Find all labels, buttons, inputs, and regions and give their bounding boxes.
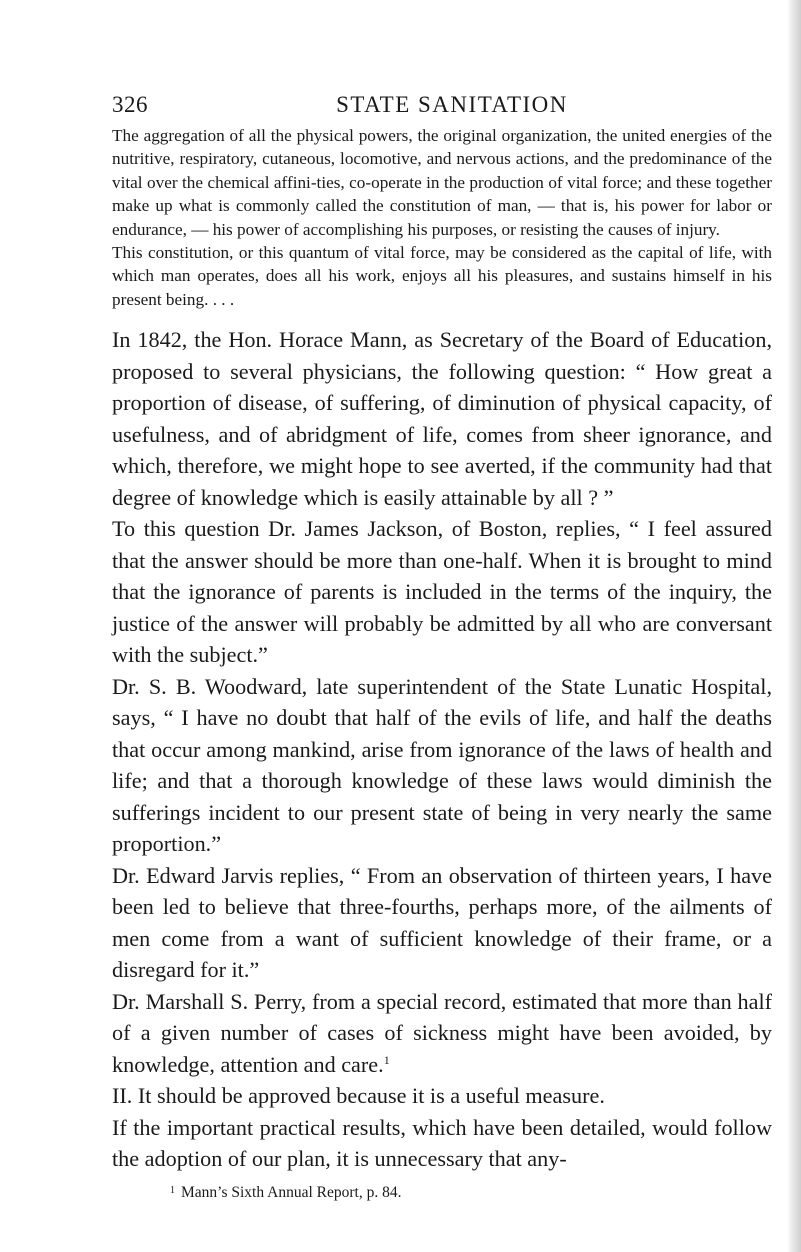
page-content bbox=[112, 88, 772, 1203]
page-number: 326 bbox=[112, 92, 148, 117]
running-head bbox=[112, 88, 772, 122]
body-paragraph-woodward: Dr. S. B. Woodward, late superintendent of the State Lunatic Hospital, says, “ I have no doubt that half of the evils of life, and half the deaths that occur among mankind, arise from ignorance of the laws of health and life; and that a thorough knowledge of these laws would diminish the sufferings incident to our present state of being in very nearly the same proportion.” bbox=[112, 673, 772, 857]
body-paragraph-jackson: To this question Dr. James Jackson, of Boston, replies, “ I feel assured that the answer should be more than one-half. When it is brought to mind that the ignorance of parents is included in the terms of the inquiry, the justice of the answer will probably be admitted by all who are conversant with the subject.” bbox=[112, 516, 772, 668]
running-title: STATE SANITATION bbox=[336, 92, 568, 117]
footnote bbox=[112, 1181, 772, 1203]
body-text bbox=[112, 324, 772, 1175]
body-paragraph-practical-results: If the important practical results, which have been detailed, would follow the adoption of our plan, it is unnecessary that any- bbox=[112, 1114, 772, 1172]
body-paragraph-jarvis: Dr. Edward Jarvis replies, “ From an observation of thirteen years, I have been led to believe that three-fourths, perhaps more, of the ailments of men come from a want of sufficient knowledge of their frame, or a disregard for it.” bbox=[112, 862, 772, 983]
footnote-text: Mann’s Sixth Annual Report, p. 84. bbox=[181, 1183, 402, 1201]
body-paragraph-perry bbox=[112, 986, 772, 1081]
quote-paragraph-1: The aggregation of all the physical powers, the original organization, the united energies of the nutritive, respiratory, cutaneous, locomotive, and nervous actions, and the predominance of the vital over the chemical affini-ties, co-operate in the production of vital force; and these together make up what is commonly called the constitution of man, — that is, his power for labor or endurance, — his power of accomplishing his purposes, or resisting the causes of injury. bbox=[112, 126, 772, 239]
footnote-reference[interactable]: 1 bbox=[383, 1052, 390, 1067]
footnote-marker: 1 bbox=[170, 1184, 175, 1196]
page-edge-shadow bbox=[787, 0, 801, 1252]
body-paragraph-section-ii: II. It should be approved because it is a useful measure. bbox=[112, 1083, 605, 1109]
block-quote bbox=[112, 124, 772, 311]
perry-text: Dr. Marshall S. Perry, from a special record, estimated that more than half of a given number of cases of sickness might have been avoided, by knowledge, attention and care. bbox=[112, 988, 772, 1077]
quote-paragraph-2: This constitution, or this quantum of vital force, may be considered as the capital of life, with which man operates, does all his work, enjoys all his pleasures, and sustains himself in his present being. . . . bbox=[112, 243, 772, 309]
body-paragraph-mann-question: In 1842, the Hon. Horace Mann, as Secretary of the Board of Education, proposed to several physicians, the following question: “ How great a proportion of disease, of suffering, of diminution of physical capacity, of usefulness, and of abridgment of life, comes from sheer ignorance, and which, therefore, we might hope to see averted, if the community had that degree of knowledge which is easily attainable by all ? ” bbox=[112, 327, 772, 510]
